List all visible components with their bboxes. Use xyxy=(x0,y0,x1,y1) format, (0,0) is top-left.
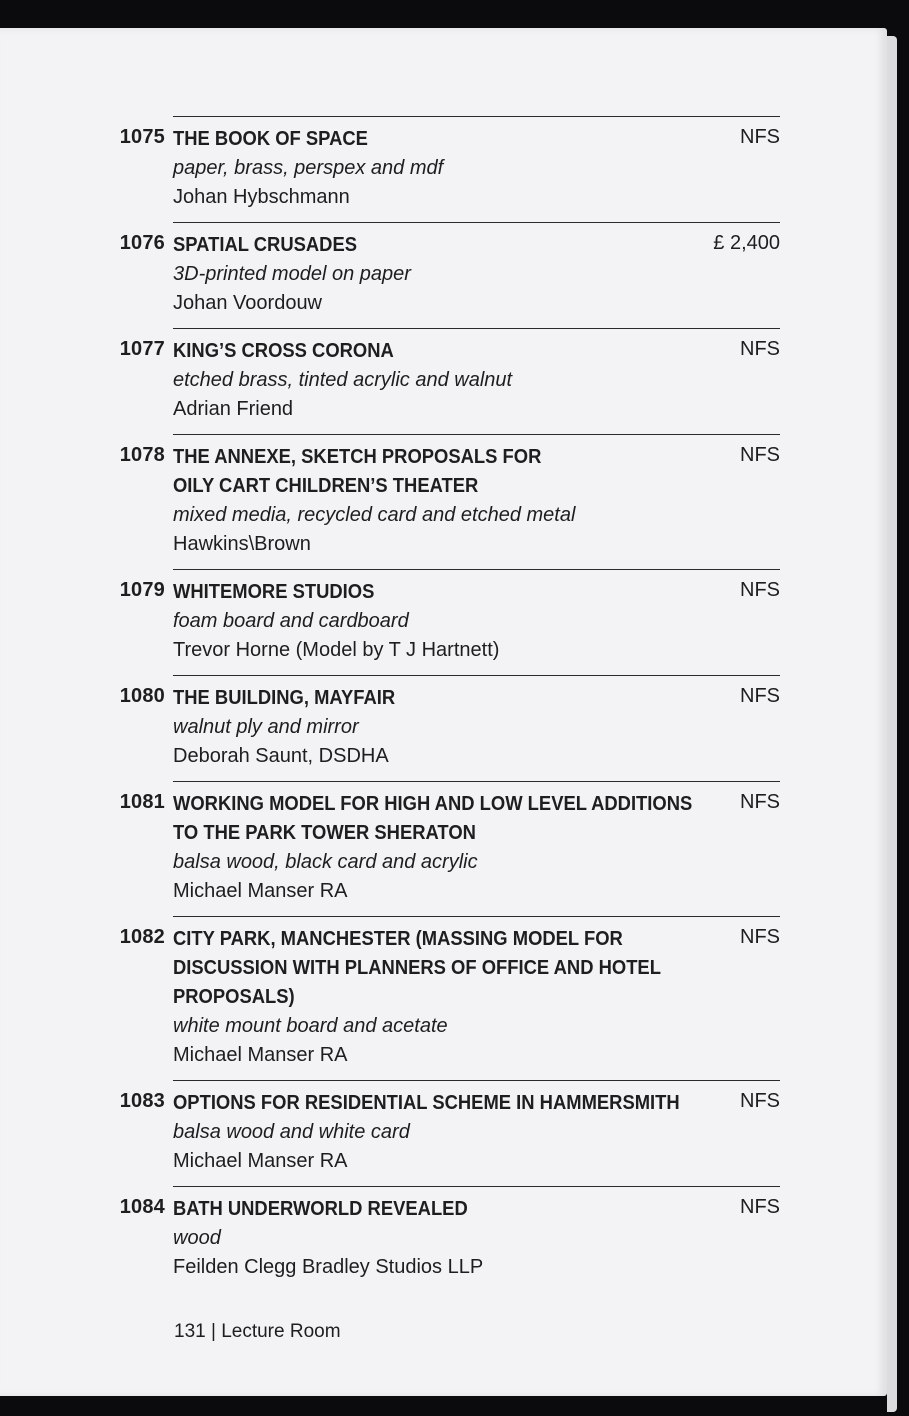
catalogue-entry xyxy=(119,916,780,1080)
entry-medium: wood xyxy=(173,1227,221,1249)
catalogue-entry xyxy=(119,569,780,675)
entry-price: NFS xyxy=(740,791,780,813)
entry-medium: etched brass, tinted acrylic and walnut xyxy=(173,369,513,391)
entry-title-line: DISCUSSION WITH PLANNERS OF OFFICE AND HOTEL xyxy=(173,957,661,979)
entry-medium: balsa wood and white card xyxy=(173,1121,410,1143)
entry-title-line: WHITEMORE STUDIOS xyxy=(173,581,375,603)
entry-artist: Deborah Saunt, DSDHA xyxy=(173,745,389,767)
entry-title xyxy=(173,684,731,713)
entry-number: 1084 xyxy=(119,1196,165,1218)
page-footer: 131 | Lecture Room xyxy=(174,1321,341,1342)
entry-number: 1082 xyxy=(119,926,165,948)
entry-price: NFS xyxy=(740,444,780,466)
entry-title xyxy=(173,1089,731,1118)
entry-number: 1083 xyxy=(119,1090,165,1112)
entry-title-line: TO THE PARK TOWER SHERATON xyxy=(173,822,476,844)
entry-price: NFS xyxy=(740,1196,780,1218)
entry-medium: paper, brass, perspex and mdf xyxy=(173,157,444,179)
entry-number: 1081 xyxy=(119,791,165,813)
entry-title-line: WORKING MODEL FOR HIGH AND LOW LEVEL ADDITIONS xyxy=(173,793,693,815)
entry-title-line: SPATIAL CRUSADES xyxy=(173,234,358,256)
entry-price: £ 2,400 xyxy=(713,232,780,254)
entry-title xyxy=(173,578,731,607)
entry-title-line: CITY PARK, MANCHESTER (MASSING MODEL FOR xyxy=(173,928,623,950)
entry-price: NFS xyxy=(740,926,780,948)
entry-number: 1079 xyxy=(119,579,165,601)
entry-title xyxy=(173,337,731,366)
entry-title-line: THE BUILDING, MAYFAIR xyxy=(173,687,396,709)
entry-artist: Michael Manser RA xyxy=(173,880,348,902)
catalogue-entry xyxy=(119,675,780,781)
entry-title xyxy=(173,790,731,848)
entry-price: NFS xyxy=(740,338,780,360)
catalogue-entry xyxy=(119,222,780,328)
entry-artist: Michael Manser RA xyxy=(173,1044,348,1066)
entry-medium: mixed media, recycled card and etched metal xyxy=(173,504,576,526)
entry-title xyxy=(173,125,731,154)
entry-title-line: THE ANNEXE, SKETCH PROPOSALS FOR xyxy=(173,446,542,468)
entry-number: 1078 xyxy=(119,444,165,466)
entry-medium: balsa wood, black card and acrylic xyxy=(173,851,478,873)
entry-title-line: THE BOOK OF SPACE xyxy=(173,128,368,150)
catalogue-entry xyxy=(119,328,780,434)
page-edge xyxy=(887,36,897,1412)
entry-artist: Feilden Clegg Bradley Studios LLP xyxy=(173,1256,484,1278)
entry-price: NFS xyxy=(740,579,780,601)
entry-medium: walnut ply and mirror xyxy=(173,716,359,738)
entry-title xyxy=(173,231,731,260)
catalogue-entry xyxy=(119,1080,780,1186)
entry-title-line: BATH UNDERWORLD REVEALED xyxy=(173,1198,468,1220)
entry-number: 1075 xyxy=(119,126,165,148)
catalogue-entry xyxy=(119,116,780,222)
entry-artist: Johan Hybschmann xyxy=(173,186,350,208)
entry-title-line: OILY CART CHILDREN’S THEATER xyxy=(173,475,479,497)
entry-title-line: OPTIONS FOR RESIDENTIAL SCHEME IN HAMMERSMITH xyxy=(173,1092,680,1114)
catalogue-entry xyxy=(119,434,780,569)
entry-artist: Johan Voordouw xyxy=(173,292,323,314)
entry-artist: Michael Manser RA xyxy=(173,1150,348,1172)
entry-title xyxy=(173,443,731,501)
entry-medium: foam board and cardboard xyxy=(173,610,409,632)
entry-list xyxy=(0,116,887,1292)
entry-medium: white mount board and acetate xyxy=(173,1015,448,1037)
entry-price: NFS xyxy=(740,685,780,707)
entry-medium: 3D-printed model on paper xyxy=(173,263,411,285)
entry-number: 1080 xyxy=(119,685,165,707)
entry-artist: Trevor Horne (Model by T J Hartnett) xyxy=(173,639,500,661)
entry-title xyxy=(173,925,731,1012)
entry-artist: Hawkins\Brown xyxy=(173,533,311,555)
catalogue-entry xyxy=(119,781,780,916)
entry-price: NFS xyxy=(740,126,780,148)
catalogue-entry xyxy=(119,1186,780,1292)
entry-title-line: PROPOSALS) xyxy=(173,986,295,1008)
entry-number: 1076 xyxy=(119,232,165,254)
entry-title xyxy=(173,1195,731,1224)
catalogue-page xyxy=(0,28,887,1396)
entry-price: NFS xyxy=(740,1090,780,1112)
entry-number: 1077 xyxy=(119,338,165,360)
entry-artist: Adrian Friend xyxy=(173,398,294,420)
entry-title-line: KING’S CROSS CORONA xyxy=(173,340,394,362)
